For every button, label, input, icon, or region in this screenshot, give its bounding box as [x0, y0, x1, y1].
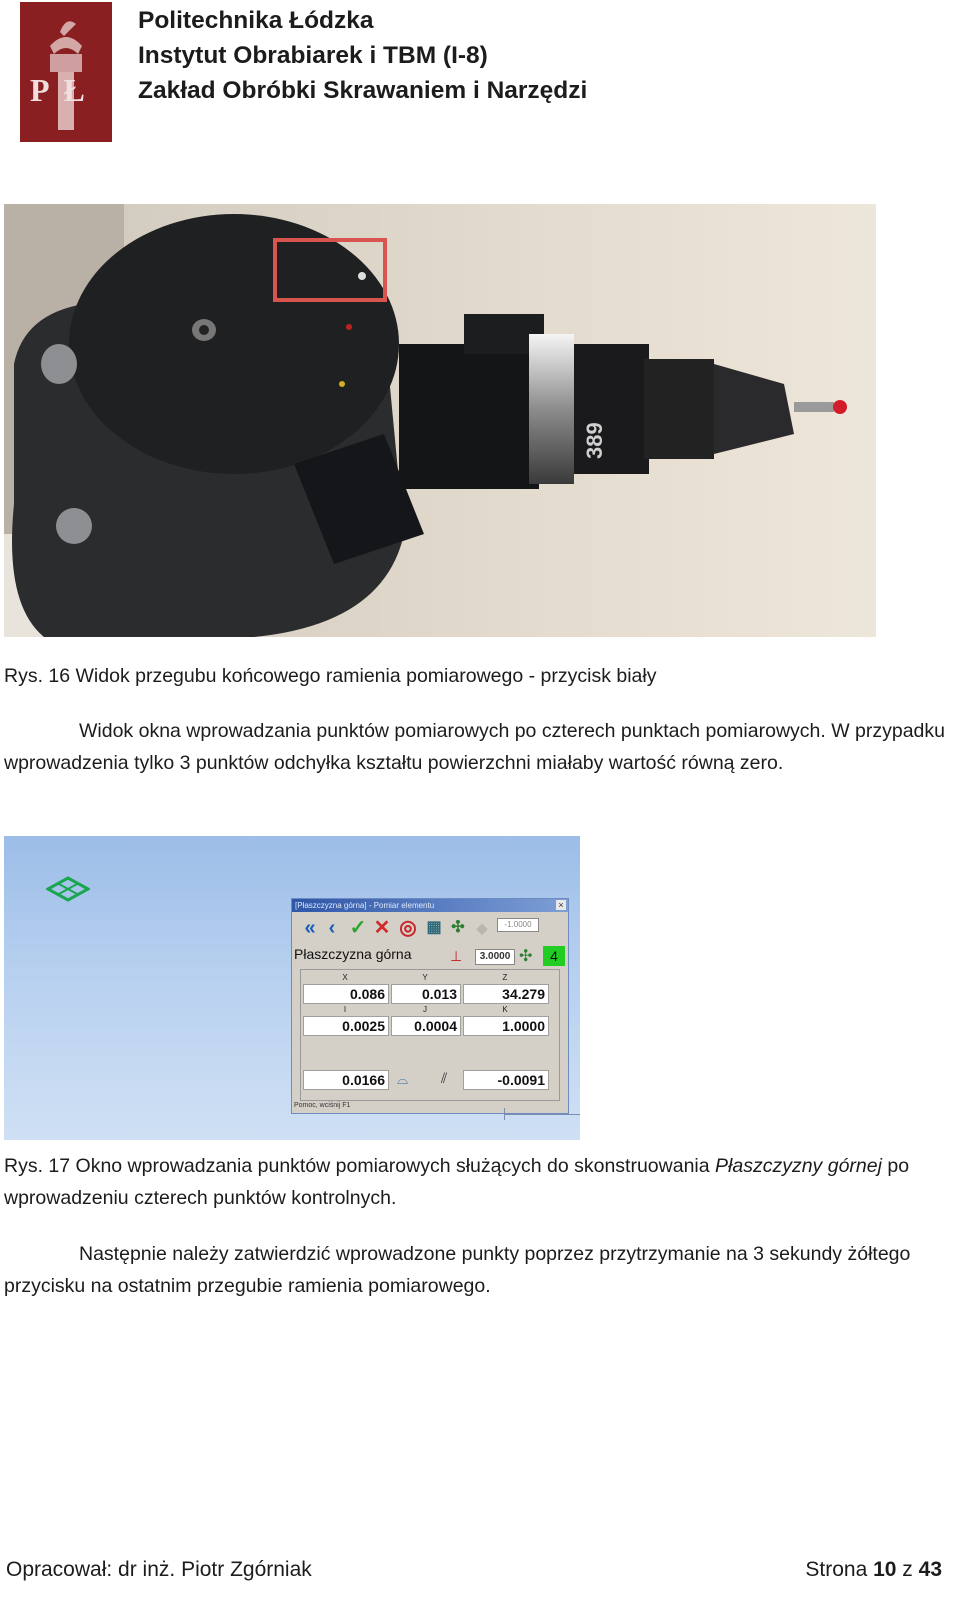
header-i: I	[343, 1005, 347, 1014]
reject-icon[interactable]: ✕	[373, 917, 391, 939]
value-x: 0.086	[303, 984, 389, 1004]
paragraph-2	[4, 1238, 954, 1302]
previous-point-icon[interactable]: ‹	[328, 917, 336, 939]
header-x: X	[342, 973, 348, 982]
parallel-icon: ⫽	[441, 1070, 448, 1086]
first-point-icon[interactable]: «	[304, 917, 316, 939]
page-prefix: Strona	[805, 1558, 874, 1581]
header-y: Y	[422, 973, 428, 982]
calculator-icon[interactable]: ▦	[426, 919, 442, 936]
points-icon[interactable]: ✣	[451, 919, 465, 936]
paragraph-2-text: Następnie należy zatwierdzić wprowadzone punkty poprzez przytrzymanie na 3 sekundy żółtego przycisku na ostatnim przegubie ramienia pomiarowego.	[4, 1243, 911, 1297]
header-line-institute: Instytut Obrabiarek i TBM (I-8)	[138, 42, 488, 69]
close-icon[interactable]: ×	[556, 900, 566, 910]
figure17-caption-prefix: Rys. 17 Okno wprowadzania punktów pomiarowych służących do skonstruowania	[4, 1155, 716, 1177]
axis-tick	[504, 1108, 505, 1120]
probe-label: 389	[582, 422, 607, 459]
flatness-icon: ⌓	[397, 1071, 409, 1087]
paragraph-1-text: Widok okna wprowadzania punktów pomiarowych po czterech punktach pomiarowych. W przypadku wprowadzenia tylko 3 punktów odchyłka kształtu powierzchni miałaby wartość równą zero.	[4, 720, 945, 774]
dialog-title: [Płaszczyzna górna] - Pomiar elementu	[292, 899, 568, 912]
element-name-label: Płaszczyzna górna	[294, 946, 412, 962]
value-z: 34.279	[463, 984, 549, 1004]
value-k: 1.0000	[463, 1016, 549, 1036]
page-separator: z	[896, 1558, 919, 1581]
value-j: 0.0004	[391, 1016, 461, 1036]
tolerance-field[interactable]: 3.0000	[475, 949, 515, 965]
header-z: Z	[502, 973, 508, 982]
dialog-status-bar: Pomoc, wciśnij F1	[294, 1102, 351, 1109]
value-y: 0.013	[391, 984, 461, 1004]
figure17-caption	[4, 1150, 954, 1214]
paragraph-1	[4, 715, 954, 779]
top-value-field[interactable]: -1.0000	[497, 918, 539, 932]
total-pages: 43	[918, 1558, 942, 1581]
software-screenshot	[4, 836, 580, 1140]
point-count-badge: 4	[543, 946, 565, 966]
axis-line	[504, 1114, 580, 1115]
university-logo	[20, 2, 112, 142]
figure17-caption-italic: Płaszczyzny górnej	[715, 1155, 882, 1177]
accept-icon[interactable]: ✓	[349, 917, 367, 939]
point-add-icon[interactable]: ✣	[519, 948, 533, 965]
figure16-caption: Rys. 16 Widok przegubu końcowego ramienia pomiarowego - przycisk biały	[4, 665, 657, 687]
header-j: J	[423, 1005, 427, 1014]
tolerance-icon: ⊥	[450, 948, 463, 964]
flatness-value: 0.0166	[303, 1070, 389, 1090]
footer-page-number	[805, 1558, 942, 1582]
values-panel	[300, 969, 560, 1101]
deviation-value: -0.0091	[463, 1070, 549, 1090]
footer-author: Opracował: dr inż. Piotr Zgórniak	[6, 1558, 312, 1581]
header-k: K	[502, 1005, 508, 1014]
target-icon[interactable]: ◎	[399, 917, 417, 939]
probe-arm-photo	[4, 204, 876, 637]
current-page: 10	[873, 1558, 897, 1581]
value-i: 0.0025	[303, 1016, 389, 1036]
header-line-department: Zakład Obróbki Skrawaniem i Narzędzi	[138, 77, 588, 104]
header-line-university: Politechnika Łódzka	[138, 7, 374, 34]
measurement-dialog	[291, 898, 569, 1114]
disabled-icon: ◆	[476, 920, 488, 936]
logo-text: PŁ	[30, 72, 99, 108]
figure17-caption-suffix: po wprowadzeniu czterech punktów kontrolnych.	[4, 1155, 910, 1209]
plane-icon	[46, 876, 90, 902]
